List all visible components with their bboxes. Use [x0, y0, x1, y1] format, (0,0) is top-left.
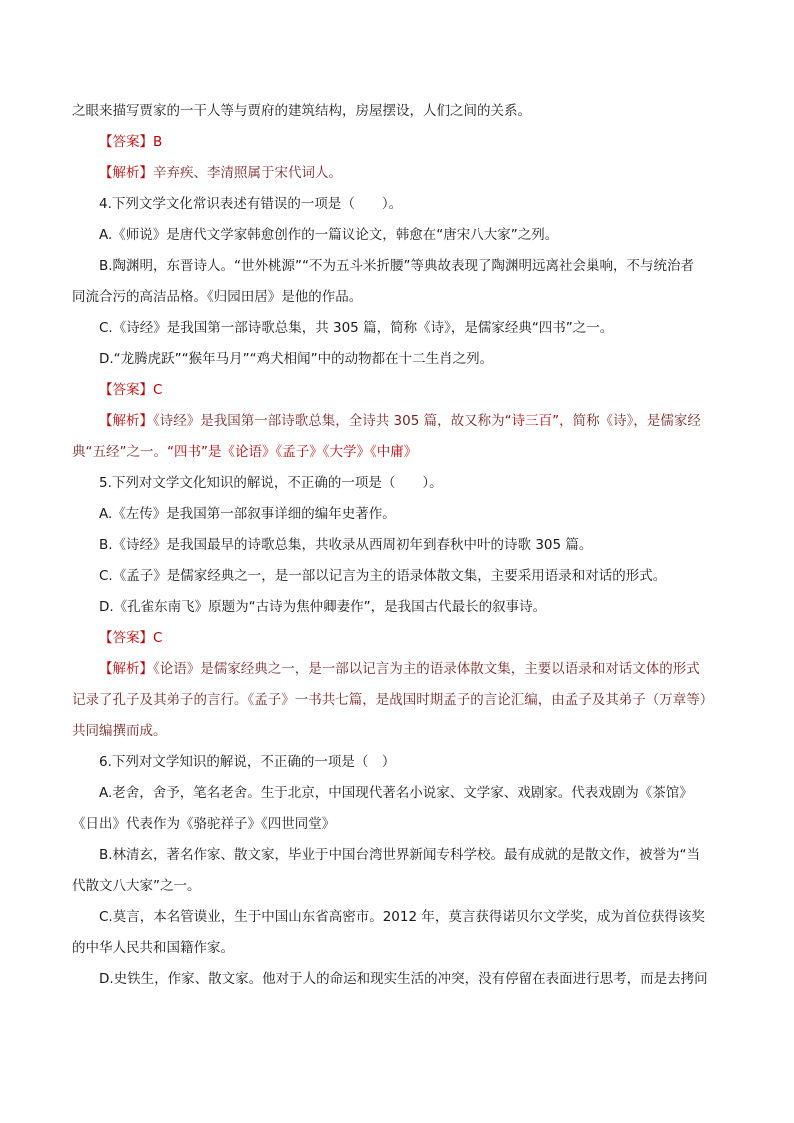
q5-analysis-line3: 共同编撰而成。: [72, 723, 167, 739]
q5-answer: [72, 623, 724, 654]
q6-option-b-line2: 代散文八大家”之一。: [72, 878, 201, 894]
document-content: [72, 96, 724, 995]
q5-analysis: [72, 654, 724, 685]
answer-value: C: [153, 630, 163, 646]
q6-option-a-line1: A.老舍，舍予，笔名老舍。生于北京，中国现代著名小说家、文学家、戏剧家。代表戏剧为《茶馆》: [99, 785, 693, 801]
answer-value: B: [153, 134, 163, 150]
q4-option-a: A.《师说》是唐代文学家韩愈创作的一篇议论文，韩愈在“唐宋八大家”之列。: [99, 227, 559, 243]
analysis-line1: 《论语》是儒家经典之一，是一部以记言为主的语录体散文集，主要以语录和对话文体的形式: [153, 661, 700, 677]
q6-option-d-line1: D.史铁生，作家、散文家。他对于人的命运和现实生活的冲突，没有停留在表面进行思考，而是去拷问: [99, 971, 708, 987]
answer-label: 【答案】: [99, 630, 153, 646]
answer-label: 【答案】: [99, 382, 153, 398]
q5-option-a: A.《左传》是我国第一部叙事详细的编年史著作。: [99, 506, 396, 522]
answer-value: C: [153, 382, 163, 398]
q5-stem: 5.下列对文学文化知识的解说，不正确的一项是（ ）。: [99, 475, 443, 491]
q5-analysis-line2: 记录了孔子及其弟子的言行。《孟子》一书共七篇，是战国时期孟子的言论汇编，由孟子及其弟子（万章等）: [72, 692, 714, 708]
analysis-text-1: 《诗经》是我国第一部诗歌总集，全诗共 305 篇，故又称为: [153, 413, 505, 429]
q4-stem: 4.下列文学文化常识表述有错误的一项是（ ）。: [99, 196, 403, 212]
analysis-text-3: 典“五经”之一。: [72, 444, 167, 460]
continuation-text: 之眼来描写贾家的一干人等与贾府的建筑结构，房屋摆设，人们之间的关系。: [72, 103, 531, 119]
q4-analysis: [72, 406, 724, 437]
q3-analysis: [72, 158, 724, 189]
q4-option-b-line2: 同流合污的高洁品格。《归园田居》是他的作品。: [72, 289, 363, 305]
q5-option-c: C.《孟子》是儒家经典之一，是一部以记言为主的语录体散文集，主要采用语录和对话的形式。: [99, 568, 667, 584]
q6-option-c-line2: 的中华人民共和国籍作家。: [72, 940, 234, 956]
q4-option-c: C.《诗经》是我国第一部诗歌总集，共 305 篇，简称《诗》，是儒家经典“四书”之一。: [99, 320, 614, 336]
q4-option-b-line1: B.陶渊明，东晋诗人。“世外桃源”“不为五斗米折腰”等典故表现了陶渊明远离社会巢响，不与统治者: [99, 258, 695, 274]
analysis-label: 【解析】: [99, 165, 153, 181]
q5-option-b: B.《诗经》是我国最早的诗歌总集，共收录从西周初年到春秋中叶的诗歌 305 篇。: [99, 537, 593, 553]
analysis-label: 【解析】: [99, 661, 153, 677]
analysis-text-2: ，简称《诗》，是儒家经: [559, 413, 701, 429]
q4-option-b: [72, 251, 724, 282]
answer-label: 【答案】: [99, 134, 153, 150]
q6-option-a-line2: 《日出》代表作为《骆驼祥子》《四世同堂》: [72, 816, 336, 832]
q6-option-b-line1: B.林清玄，著名作家、散文家，毕业于中国台湾世界新闻专科学校。最有成就的是散文作，被誉为“当: [99, 847, 701, 863]
analysis-text: 辛弃疾、李清照属于宋代词人。: [153, 165, 342, 181]
analysis-quote: “诗三百”: [504, 413, 560, 429]
q4-option-d: D.“龙腾虎跃”“猴年马月”“鸡犬相闻”中的动物都在十二生肖之列。: [99, 351, 494, 367]
analysis-text-4: “四书”是《论语》《孟子》《大学》《中庸》: [167, 444, 418, 460]
q6-option-c-line1: C.莫言，本名管谟业，生于中国山东省高密市。2012 年，莫言获得诺贝尔文学奖，成为首位获得该奖: [99, 909, 705, 925]
analysis-label: 【解析】: [99, 413, 153, 429]
q4-analysis-line2: [72, 437, 724, 468]
q4-answer: [72, 375, 724, 406]
q6-stem: 6.下列对文学知识的解说，不正确的一项是（ ）: [99, 754, 396, 770]
q3-answer: [72, 127, 724, 158]
q5-option-d: D.《孔雀东南飞》原题为“古诗为焦仲卿妻作”，是我国古代最长的叙事诗。: [99, 599, 547, 615]
